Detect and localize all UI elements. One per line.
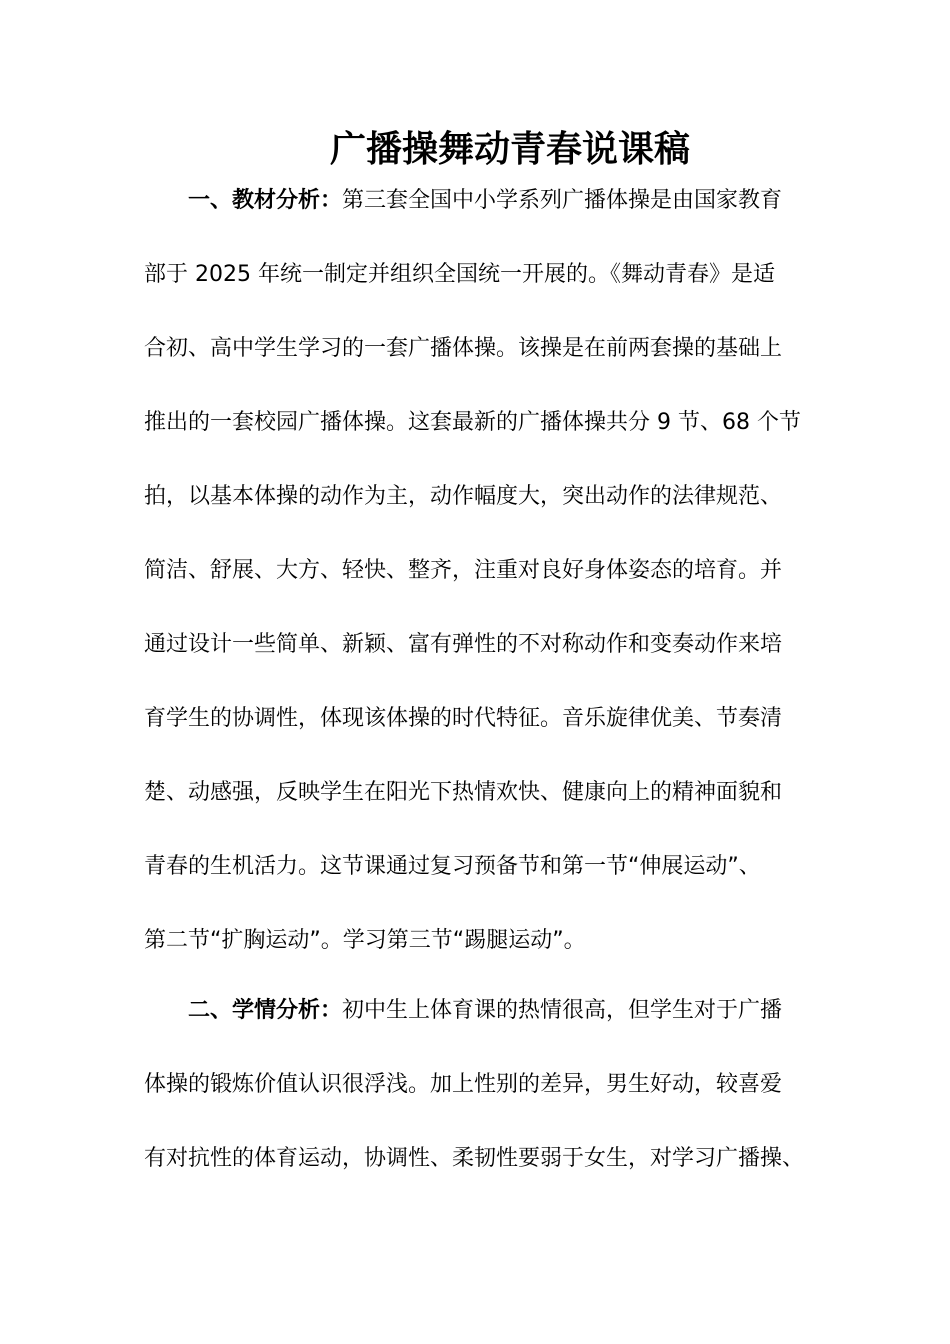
paragraph-line: 青春的生机活力。这节课通过复习预备节和第一节“伸展运动”、: [144, 854, 761, 879]
paragraph-line: 推出的一套校园广播体操。这套最新的广播体操共分 9 节、68 个节: [144, 410, 801, 435]
paragraph-line: 简洁、舒展、大方、轻快、整齐，注重对良好身体姿态的培育。并: [144, 558, 783, 583]
section-heading: 一、教材分析：: [188, 188, 343, 213]
paragraph-line: 第二节“扩胸运动”。学习第三节“踢腿运动”。: [144, 928, 586, 953]
paragraph-line: [188, 186, 782, 216]
paragraph-line: 育学生的协调性，体现该体操的时代特征。音乐旋律优美、节奏清: [144, 706, 783, 731]
line-text: 初中生上体育课的热情很高，但学生对于广播: [342, 998, 783, 1023]
paragraph-line: 体操的锻炼价值认识很浮浅。加上性别的差异，男生好动，较喜爱: [144, 1072, 783, 1097]
document-title: 广播操舞动青春说课稿: [329, 128, 690, 170]
paragraph-line: 拍，以基本体操的动作为主，动作幅度大，突出动作的法律规范、: [144, 484, 783, 509]
paragraph-line: 合初、高中学生学习的一套广播体操。该操是在前两套操的基础上: [144, 336, 783, 361]
line-text: 第三套全国中小学系列广播体操是由国家教育: [342, 188, 783, 213]
paragraph-line: 部于 2025 年统一制定并组织全国统一开展的。《舞动青春》是适: [144, 262, 775, 287]
paragraph-line: 楚、动感强，反映学生在阳光下热情欢快、健康向上的精神面貌和: [144, 780, 783, 805]
paragraph-line: 有对抗性的体育运动，协调性、柔韧性要弱于女生，对学习广播操、: [144, 1146, 805, 1171]
paragraph-line: 通过设计一些简单、新颖、富有弹性的不对称动作和变奏动作来培: [144, 632, 783, 657]
paragraph-line: [188, 996, 782, 1026]
section-heading: 二、学情分析：: [188, 998, 343, 1023]
